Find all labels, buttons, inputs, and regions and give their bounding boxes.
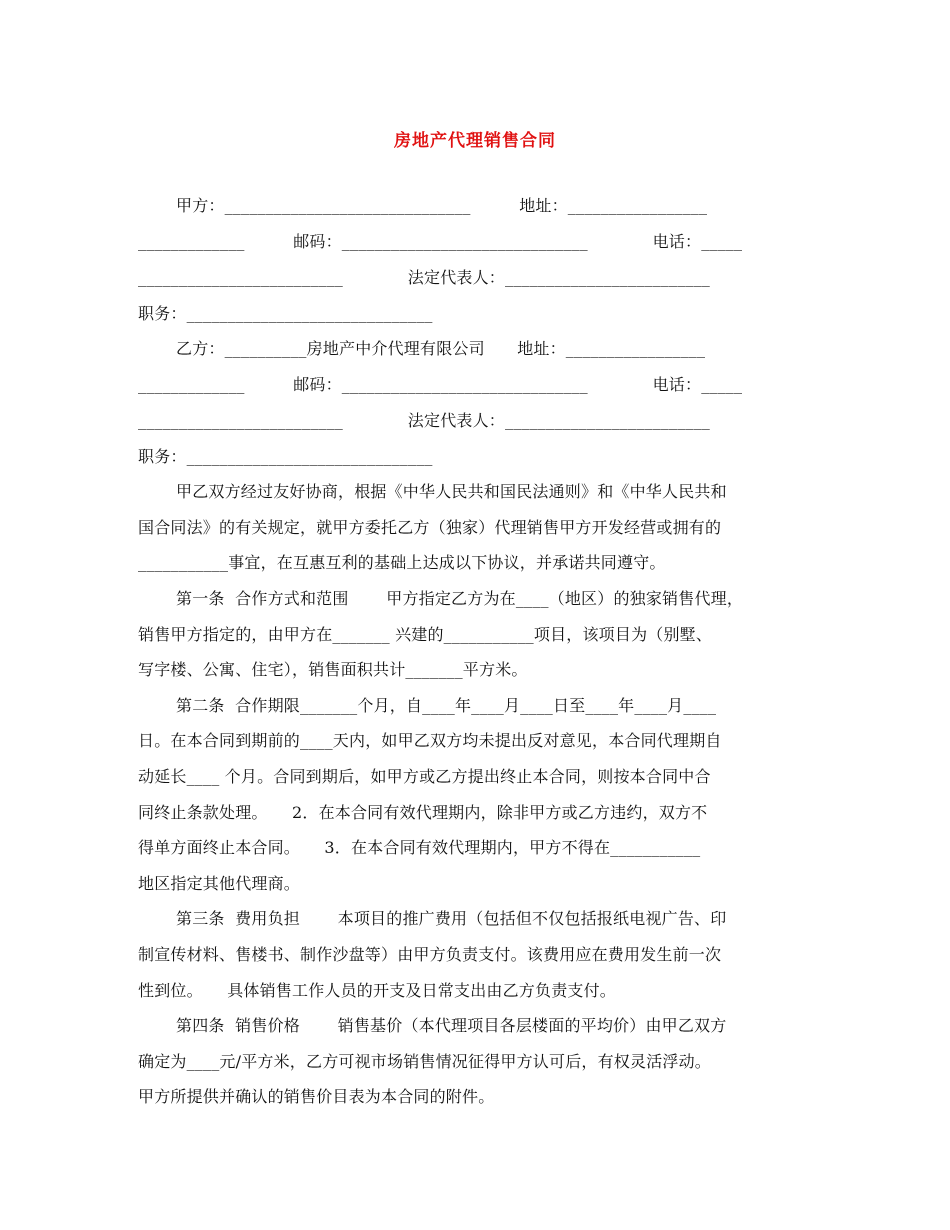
article-2-line: 地区指定其他代理商。 xyxy=(138,874,301,893)
article-2-line: 第二条 合作期限_______个月，自____年____月____日至____年____月____ xyxy=(176,696,717,715)
party-b-position-line: 职务：______________________________ xyxy=(138,447,433,466)
party-b-postcode-line: _____________ 邮码：______________________________ 电话：_____ xyxy=(138,375,743,394)
preamble-line: 甲乙双方经过友好协商，根据《中华人民共和国民法通则》和《中华人民共和 xyxy=(176,482,727,501)
document-title: 房地产代理销售合同 xyxy=(394,131,556,151)
party-b-line: 乙方：__________房地产中介代理有限公司 地址：_________________ xyxy=(176,339,706,358)
article-4-line: 第四条 销售价格 销售基价（本代理项目各层楼面的平均价）由甲乙双方 xyxy=(176,1016,727,1035)
preamble-line: ___________事宜，在互惠互利的基础上达成以下协议，并承诺共同遵守。 xyxy=(138,553,666,572)
preamble-line: 国合同法》的有关规定，就甲方委托乙方（独家）代理销售甲方开发经营或拥有的 xyxy=(138,518,722,537)
article-3-line: 第三条 费用负担 本项目的推广费用（包括但不仅包括报纸电视广告、印 xyxy=(176,909,727,928)
party-b-representative-line: _________________________ 法定代表人：_________________________ xyxy=(138,411,711,430)
article-2-line: 得单方面终止本合同。 3．在本合同有效代理期内，甲方不得在___________ xyxy=(138,838,701,857)
article-2-line: 动延长____ 个月。合同到期后，如甲方或乙方提出终止本合同，则按本合同中合 xyxy=(138,767,711,786)
article-2-line: 日。在本合同到期前的____天内，如甲乙双方均未提出反对意见，本合同代理期自 xyxy=(138,731,722,750)
party-a-representative-line: _________________________ 法定代表人：_________________________ xyxy=(138,268,711,287)
article-4-line: 确定为____元/平方米，乙方可视市场销售情况征得甲方认可后，有权灵活浮动。 xyxy=(138,1052,711,1071)
party-a-position-line: 职务：______________________________ xyxy=(138,304,433,323)
article-1-line: 第一条 合作方式和范围 甲方指定乙方为在____（地区）的独家销售代理， xyxy=(176,589,744,608)
article-3-line: 制宣传材料、售楼书、制作沙盘等）由甲方负责支付。该费用应在费用发生前一次 xyxy=(138,945,722,964)
article-4-line: 甲方所提供并确认的销售价目表为本合同的附件。 xyxy=(138,1087,495,1106)
party-a-line: 甲方：______________________________ 地址：_________________ xyxy=(176,196,708,215)
party-a-postcode-line: _____________ 邮码：______________________________ 电话：_____ xyxy=(138,232,743,251)
article-1-line: 销售甲方指定的，由甲方在_______ 兴建的___________项目，该项目为（别墅、 xyxy=(138,625,713,644)
article-1-line: 写字楼、公寓、住宅），销售面积共计_______平方米。 xyxy=(138,660,528,679)
article-3-line: 性到位。 具体销售工作人员的开支及日常支出由乙方负责支付。 xyxy=(138,981,617,1000)
article-2-line: 同终止条款处理。 2．在本合同有效代理期内，除非甲方或乙方违约，双方不 xyxy=(138,803,708,822)
